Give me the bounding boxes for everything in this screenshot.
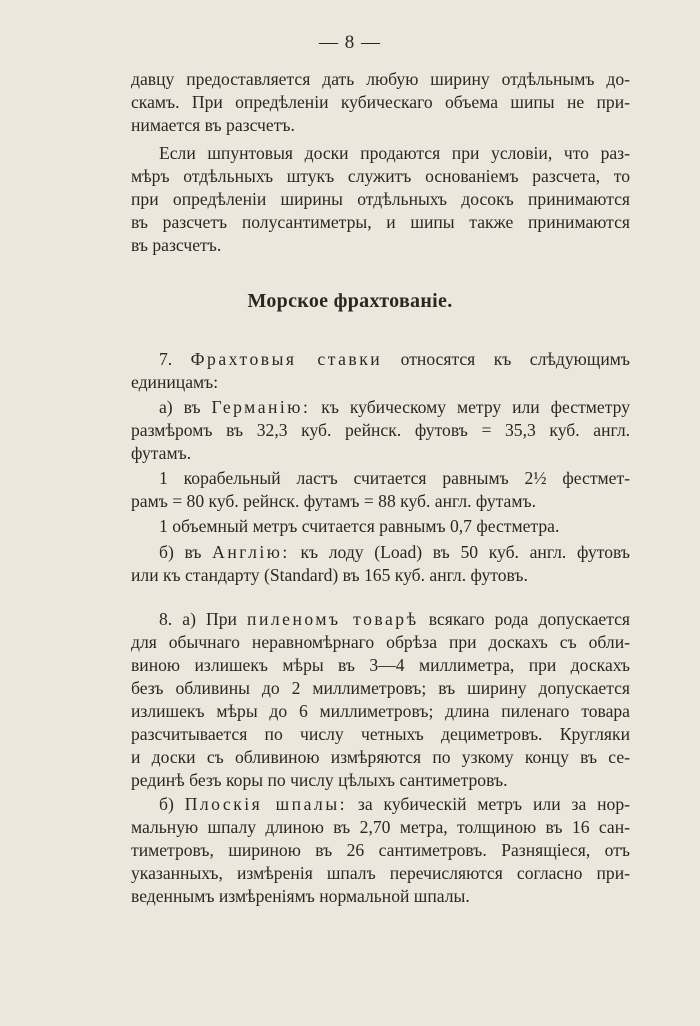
text-line: 1 объемный метръ считается равнымъ 0,7 фестметра. [159, 516, 560, 536]
text-line: мѣръ отдѣльныхъ штукъ служитъ основаніемъ разсчета, то [131, 166, 630, 186]
text-line: или къ стандарту (Standard) въ 165 куб. англ. футовъ. [131, 565, 528, 585]
paragraph-8b [131, 793, 630, 908]
text-line: 7. Фрахтовыя ставки относятся къ слѣдующимъ [159, 349, 631, 369]
text-line: давцу предоставляется дать любую ширину отдѣльнымъ до- [131, 69, 630, 89]
text-line: нимается въ разсчетъ. [131, 115, 295, 135]
text-line: Если шпунтовыя доски продаются при условіи, что раз- [159, 143, 630, 163]
paragraph-volume-metre [131, 515, 630, 538]
paragraph-7a [131, 396, 630, 465]
paragraph-7 [131, 348, 630, 394]
text-line: безъ обливины до 2 миллиметровъ; въ ширину допускается [131, 678, 630, 698]
text-line: въ разсчетъ. [131, 235, 222, 255]
paragraph-tongue-boards [131, 142, 630, 257]
paragraph-8a [131, 608, 630, 792]
text-line: а) въ Германію: къ кубическому метру или фестметру [159, 397, 630, 417]
text-line: скамъ. При опредѣленіи кубическаго объема шипы не при- [131, 92, 630, 112]
text-line: разсчитывается по числу четныхъ дециметровъ. Кругляки [131, 724, 630, 744]
paragraph-ship-last [131, 467, 630, 513]
text-line: для обычнаго неравномѣрнаго обрѣза при доскахъ съ обли- [131, 632, 630, 652]
text-line: б) Плоскія шпалы: за кубическій метръ или за нор- [159, 794, 631, 814]
text-line: рамъ = 80 куб. рейнск. футамъ = 88 куб. англ. футамъ. [131, 491, 536, 511]
paragraph-7b [131, 541, 630, 587]
text-line: 1 корабельный ластъ считается равнымъ 2½ фестмет- [159, 468, 630, 488]
text-line: мальную шпалу длиною въ 2,70 метра, толщиною въ 16 сан- [131, 817, 630, 837]
text-line: излишекъ мѣры до 6 миллиметровъ; длина пиленаго товара [131, 701, 630, 721]
paragraph-continuation [131, 68, 630, 137]
text-line: и доски съ обливиною измѣряются по узкому концу въ се- [131, 747, 630, 767]
text-line: рединѣ безъ коры по числу цѣлыхъ сантиметровъ. [131, 770, 508, 790]
text-line: указанныхъ, измѣренія шпалъ перечисляются согласно при- [131, 863, 630, 883]
page-number: — 8 — [319, 32, 381, 53]
text-line: единицамъ: [131, 372, 219, 392]
text-line: при опредѣленіи ширины отдѣльныхъ досокъ принимаются [131, 189, 630, 209]
text-line: футамъ. [131, 443, 192, 463]
text-line: веденнымъ измѣреніямъ нормальной шпалы. [131, 886, 470, 906]
text-line: въ разсчетъ полусантиметры, и шипы также принимаются [131, 212, 630, 232]
text-line: тиметровъ, шириною въ 26 сантиметровъ. Разнящіеся, отъ [131, 840, 630, 860]
text-line: б) въ Англію: къ лоду (Load) въ 50 куб. англ. футовъ [159, 542, 630, 562]
text-line: виною излишекъ мѣры въ 3—4 миллиметра, при доскахъ [131, 655, 630, 675]
text-line: размѣромъ въ 32,3 куб. рейнск. футовъ = 35,3 куб. англ. [131, 420, 630, 440]
section-title: Морское фрахтованіе. [247, 290, 453, 312]
text-line: 8. а) При пиленомъ товарѣ всякаго рода допускается [159, 609, 631, 629]
